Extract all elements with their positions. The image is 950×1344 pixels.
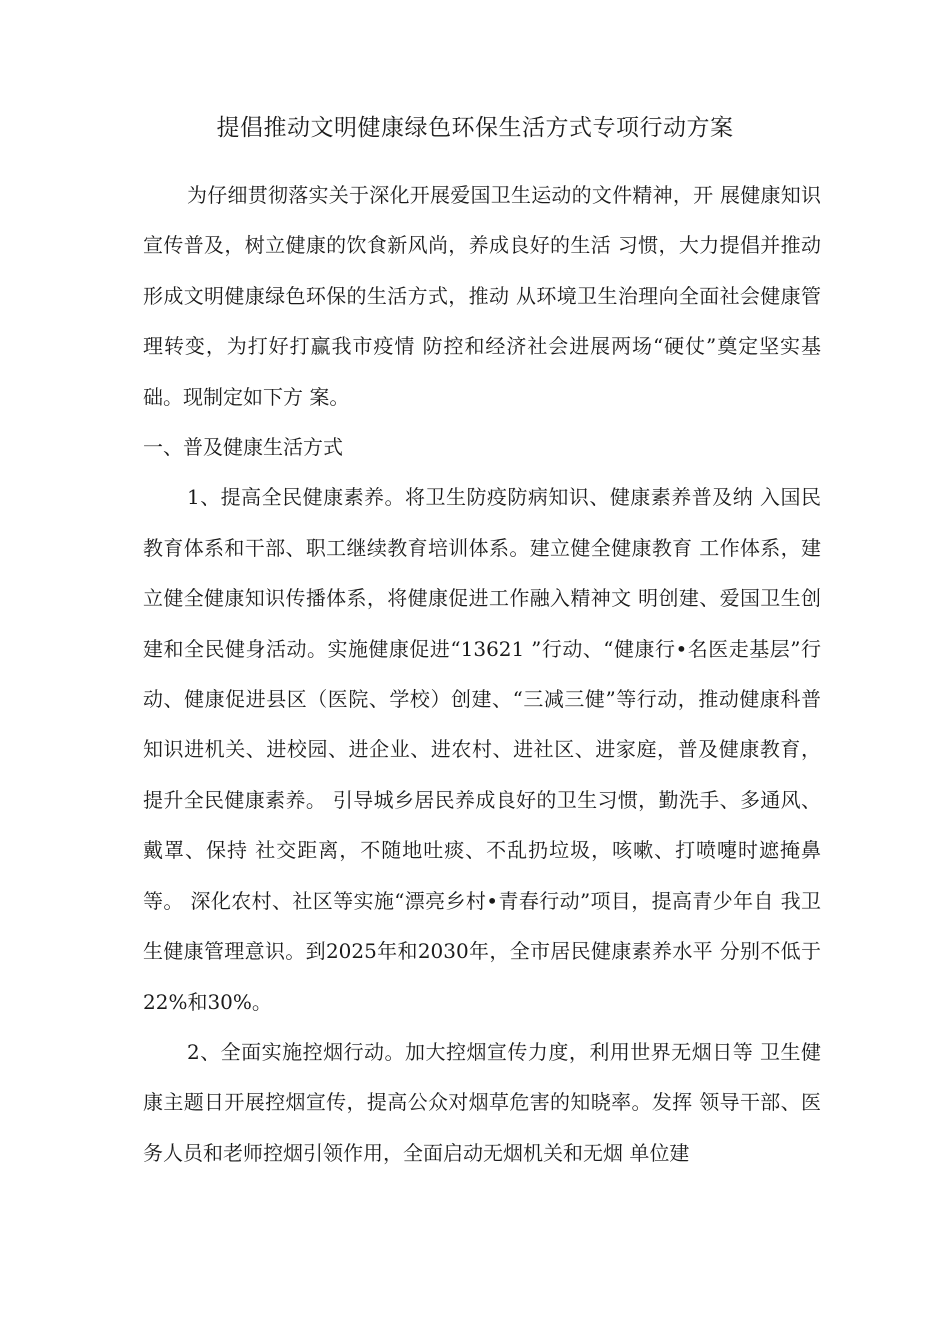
intro-paragraph: 为仔细贯彻落实关于深化开展爱国卫生运动的文件精神，开 展健康知识宣传普及，树立健康的饮食新风尚，养成良好的生活 习惯，大力提倡并推动形成文明健康绿色环保的生活方式，推动 从环境卫生治理向全面社会健康管理转变，为打好打赢我市疫情 防控和经济社会进展两场“硬仗”奠定坚实基础。现制定如下方 案。 (143, 183, 821, 409)
document-title: 提倡推动文明健康绿色环保生活方式专项行动方案 (216, 115, 734, 141)
item-paragraph-2: 2、全面实施控烟行动。加大控烟宣传力度，利用世界无烟日等 卫生健康主题日开展控烟宣传，提高公众对烟草危害的知晓率。发挥 领导干部、医务人员和老师控烟引领作用，全面启动无烟机关和无烟 单位建 (143, 1039, 821, 1165)
item-paragraph-1: 1、提高全民健康素养。将卫生防疫防病知识、健康素养普及纳 入国民教育体系和干部、职工继续教育培训体系。建立健全健康教育 工作体系，建立健全健康知识传播体系，将健康促进工作融入精神文 明创建、爱国卫生创建和全民健身活动。实施健康促进“13621 ”行动、“健康行•名医走基层”行动、健康促进县区（医院、学校）创建、“三减三健”等行动，推动健康科普知识进机关、进校园、进企业、进农村、进社区、进家庭，普及健康教育，提升全民健康素养。 引导城乡居民养成良好的卫生习惯，勤洗手、多通风、戴罩、保持 社交距离，不随地吐痰、不乱扔垃圾，咳嗽、打喷嚏时遮掩鼻等。 深化农村、社区等实施“漂亮乡村•青春行动”项目，提高青少年自 我卫生健康管理意识。到2025年和2030年，全市居民健康素养水平 分别不低于22%和30%。 (143, 485, 821, 1014)
document-body (143, 170, 821, 1178)
section-heading: 一、普及健康生活方式 (143, 435, 343, 460)
